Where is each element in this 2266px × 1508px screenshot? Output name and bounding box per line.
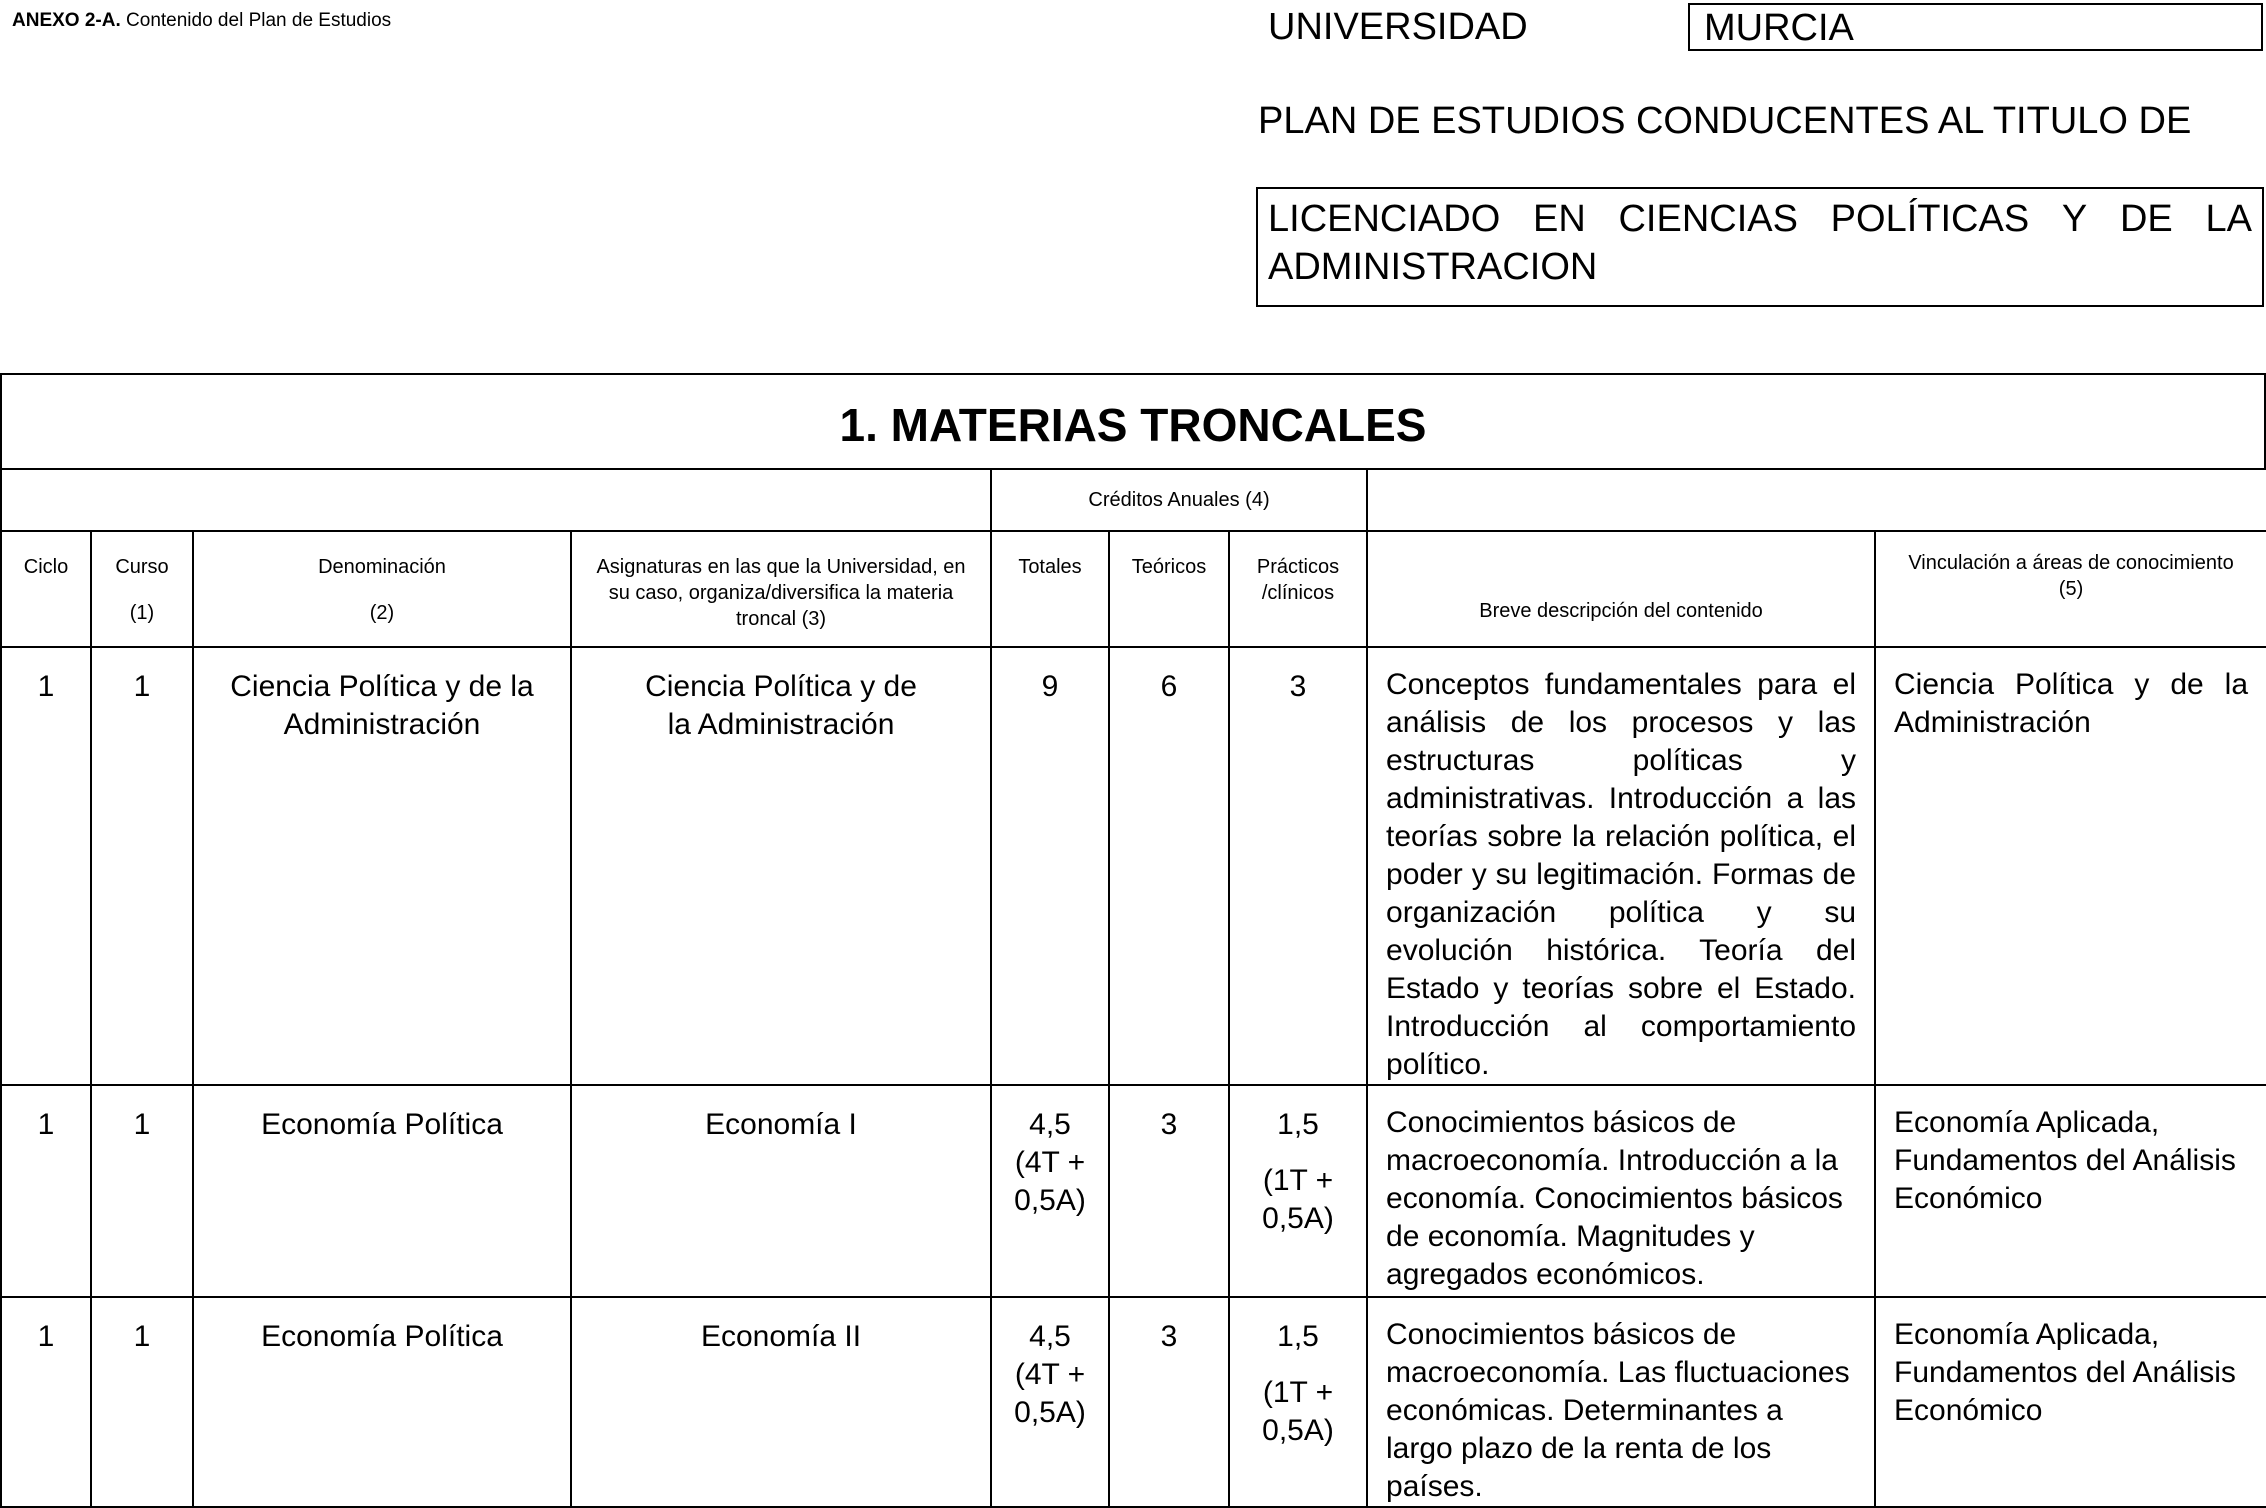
curso-label: Curso [115,556,169,578]
ciclo-label: Ciclo [23,556,69,578]
cell-curso: 1 [91,647,193,1085]
cell-practicos [1229,1297,1367,1507]
table-row [1,1297,2266,1507]
cell-asignatura: Ciencia Política y de la Administración [571,647,991,1085]
table-row [1,647,2266,1085]
section-title: 1. MATERIAS TRONCALES [0,373,2266,470]
degree-word: Y [2061,198,2088,240]
practicos-sub: (1T + 0,5A) [1262,1376,1334,1447]
cell-curso: 1 [91,1085,193,1297]
header-blank-cell [1,469,991,531]
university-name-box: MURCIA [1688,3,2263,51]
cell-vinculacion: Ciencia Política y de la Administración [1875,647,2266,1085]
cell-totales [991,1297,1109,1507]
practicos-value: 1,5 [1277,1320,1319,1353]
practicos-value: 1,5 [1277,1108,1319,1141]
degree-word: CIENCIAS [1618,198,1798,240]
totales-value: 4,5 [1029,1108,1071,1141]
cell-asignatura: Economía II [571,1297,991,1507]
denominacion-label: Denominación [318,556,446,578]
curso-note: (1) [129,602,155,624]
degree-title-box [1256,187,2264,307]
col-header-teoricos: Teóricos [1109,531,1229,647]
col-header-practicos: Prácticos /clínicos [1229,531,1367,647]
cell-descripcion: Conocimientos básicos de macroeconomía. Las fluctuaciones económicas. Determinantes a largo plazo de la renta de los países. [1367,1297,1875,1507]
cell-ciclo: 1 [1,647,91,1085]
header-blank-cell-right [1367,469,2266,531]
denominacion-note: (2) [369,602,395,624]
cell-ciclo: 1 [1,1085,91,1297]
degree-title-line1 [1268,195,2252,243]
annex-heading [12,10,391,32]
degree-word: POLÍTICAS [1830,198,2030,240]
cell-curso: 1 [91,1297,193,1507]
cell-totales [991,647,1109,1085]
degree-word: LICENCIADO [1268,198,1501,240]
cell-practicos [1229,1085,1367,1297]
cell-teoricos: 3 [1109,1085,1229,1297]
totales-value: 9 [1041,670,1059,703]
plan-label: PLAN DE ESTUDIOS CONDUCENTES AL TITULO DE [1258,100,2192,142]
cell-vinculacion: Economía Aplicada, Fundamentos del Análisis Económico [1875,1085,2266,1297]
col-header-denominacion [193,531,571,647]
table-row [1,1085,2266,1297]
cell-totales [991,1085,1109,1297]
university-label: UNIVERSIDAD [1268,6,1528,48]
subjects-table [0,468,2266,1508]
cell-descripcion: Conocimientos básicos de macroeconomía. Introducción a la economía. Conocimientos básicos de economía. Magnitudes y agregados económicos. [1367,1085,1875,1297]
degree-word: LA [2205,198,2252,240]
col-header-totales: Totales [991,531,1109,647]
cell-teoricos: 3 [1109,1297,1229,1507]
cell-denominacion: Economía Política [193,1297,571,1507]
cell-ciclo: 1 [1,1297,91,1507]
annex-text: Contenido del Plan de Estudios [126,10,392,31]
totales-sub: (4T + 0,5A) [1014,1146,1086,1217]
degree-word: DE [2119,198,2173,240]
annex-number: ANEXO 2-A. [12,10,121,31]
header-row [1,531,2266,647]
vinculacion-note: (5) [2058,578,2084,600]
practicos-sub: (1T + 0,5A) [1262,1164,1334,1235]
degree-word: EN [1532,198,1586,240]
col-header-vinculacion [1875,531,2266,647]
totales-value: 4,5 [1029,1320,1071,1353]
col-header-asignaturas: Asignaturas en las que la Universidad, en su caso, organiza/diversifica la materia troncal (3) [571,531,991,647]
creditos-group-header: Créditos Anuales (4) [991,469,1367,531]
col-header-ciclo [1,531,91,647]
cell-descripcion: Conceptos fundamentales para el análisis de los procesos y las estructuras políticas y administrativas. Introducción a las teorías sobre la relación política, el poder y su legitimación. Formas de organización política y su evolución histórica. Teoría del Estado y teorías sobre el Estado. Introducción al comportamiento político. [1367,647,1875,1085]
cell-asignatura: Economía I [571,1085,991,1297]
col-header-descripcion: Breve descripción del contenido [1367,531,1875,647]
col-header-curso [91,531,193,647]
cell-teoricos: 6 [1109,647,1229,1085]
cell-denominacion: Economía Política [193,1085,571,1297]
header-row-group [1,469,2266,531]
practicos-value: 3 [1289,670,1307,703]
vinculacion-label: Vinculación a áreas de conocimiento [1908,552,2234,574]
cell-vinculacion: Economía Aplicada, Fundamentos del Análisis Económico [1875,1297,2266,1507]
totales-sub: (4T + 0,5A) [1014,1358,1086,1429]
cell-denominacion: Ciencia Política y de la Administración [193,647,571,1085]
cell-practicos [1229,647,1367,1085]
degree-title-line2: ADMINISTRACION [1268,246,1598,288]
